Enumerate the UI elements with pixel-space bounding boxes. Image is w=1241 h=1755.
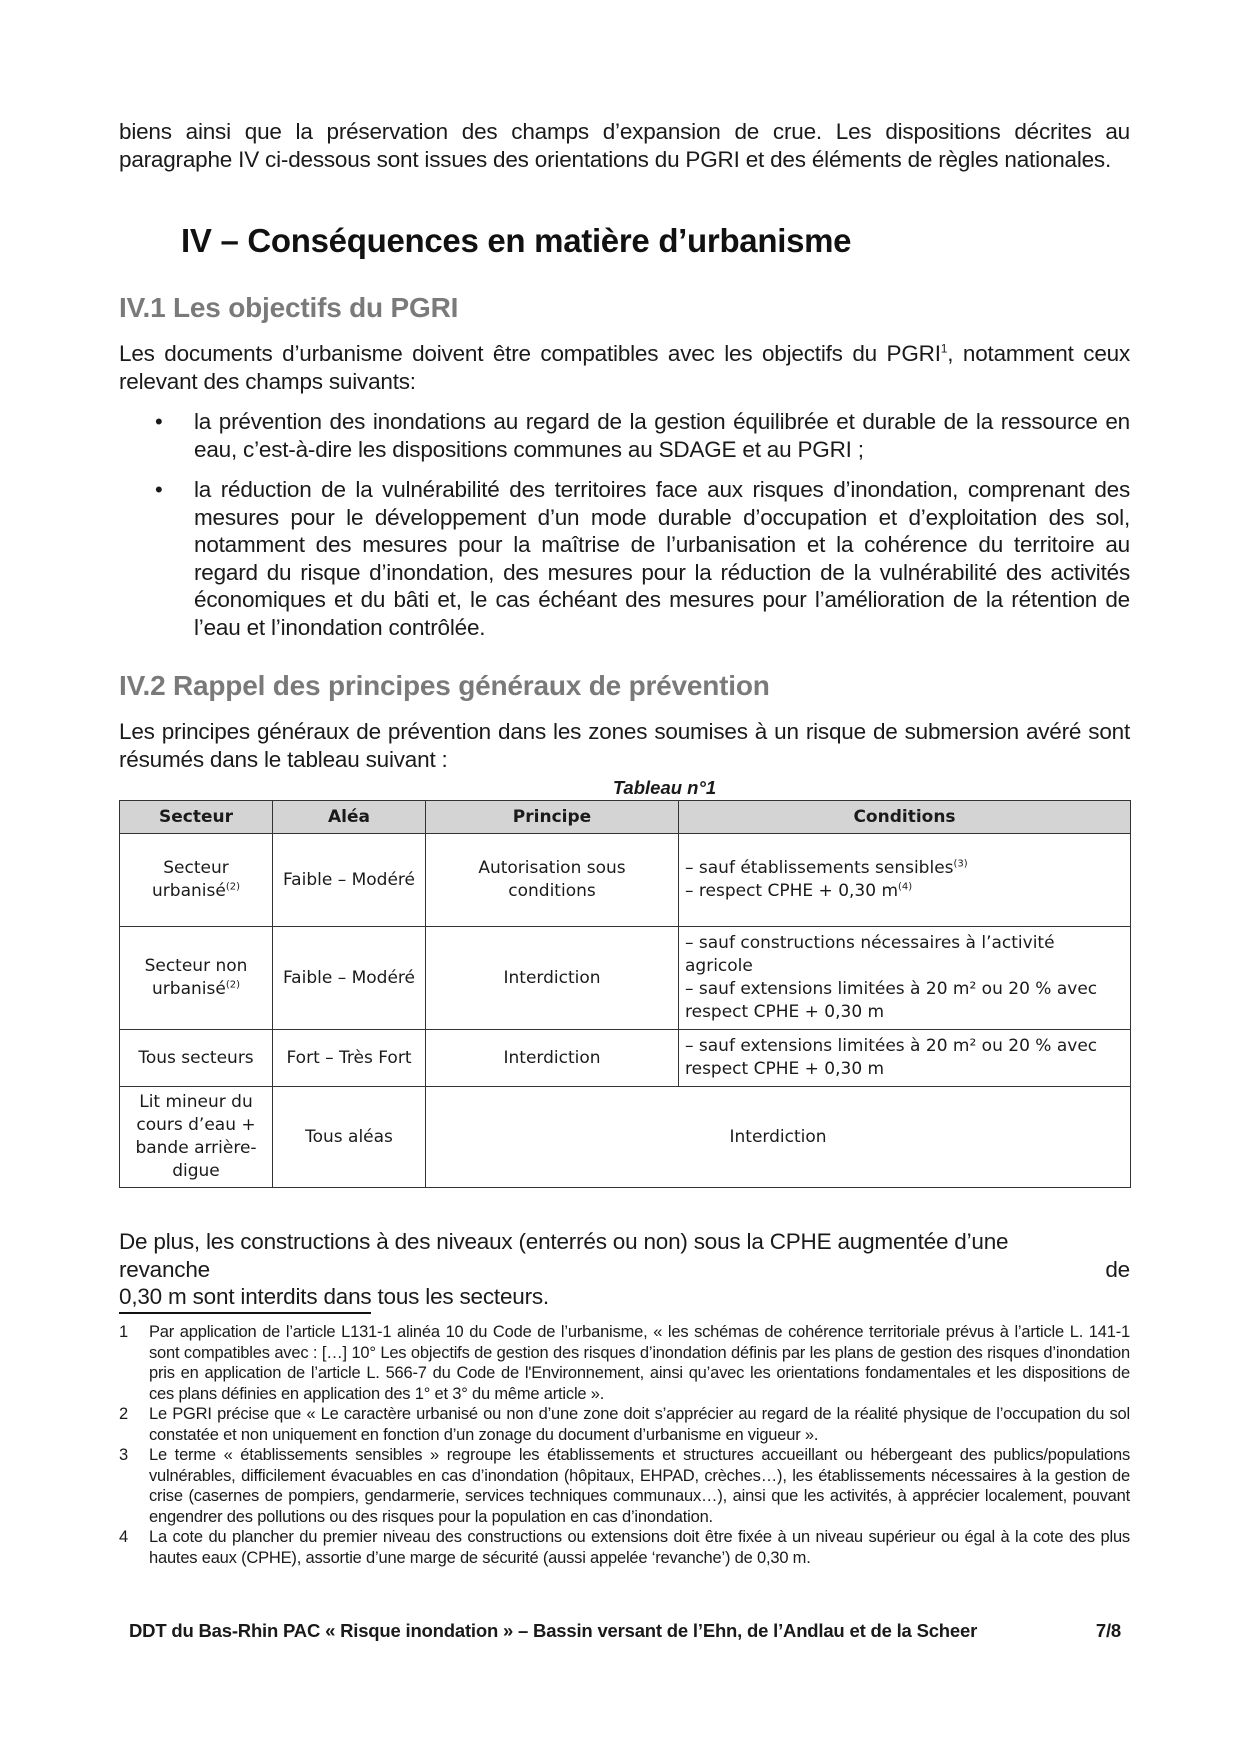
header-alea: Aléa [273, 801, 426, 834]
footer-title: DDT du Bas-Rhin PAC « Risque inondation » – Bassin versant de l’Ehn, de l’Andlau et de la Scheer [129, 1620, 978, 1641]
table-row [120, 1030, 1131, 1087]
footnote [119, 1404, 1130, 1445]
header-conditions: Conditions [679, 801, 1131, 834]
footnote-number: 4 [119, 1528, 128, 1546]
principles-table [119, 800, 1131, 1188]
list-item-text: la prévention des inondations au regard de la gestion équilibrée et durable de la ressource en eau, c’est-à-dire les dispositions communes au SDAGE et au PGRI ; [194, 409, 1130, 462]
footnote-number: 3 [119, 1446, 128, 1464]
list-item [119, 408, 1130, 463]
cell-alea: Faible – Modéré [273, 834, 426, 927]
table-header-row [120, 801, 1131, 834]
footnote [119, 1527, 1130, 1568]
intro-paragraph: biens ainsi que la préservation des champs d’expansion de crue. Les dispositions décrites au paragraphe IV ci-dessous sont issues des orientations du PGRI et des éléments de règles nationales. [119, 119, 1130, 172]
footnote [119, 1445, 1130, 1527]
bullet-icon: • [155, 409, 163, 434]
header-secteur: Secteur [120, 801, 273, 834]
footnote-ref-3[interactable]: (3) [953, 858, 968, 870]
objectifs-text: Les documents d’urbanisme doivent être compatibles avec les objectifs du PGRI [119, 341, 941, 366]
cell-conditions [679, 927, 1131, 1030]
header-principe: Principe [426, 801, 679, 834]
cell-principe: Interdiction [426, 1030, 679, 1087]
cell-alea: Faible – Modéré [273, 927, 426, 1030]
cell-secteur-text: Secteur non urbanisé [144, 956, 248, 999]
deplus-line-1: De plus, les constructions à des niveaux (enterrés ou non) sous la CPHE augmentée d’une [119, 1229, 1009, 1254]
page-footer [129, 1620, 1121, 1642]
condition-line: – sauf extensions limitées à 20 m² ou 20 % avec respect CPHE + 0,30 m [685, 1036, 1098, 1079]
footnotes-list [119, 1322, 1130, 1568]
condition-line: – sauf constructions nécessaires à l’activité agricole [685, 933, 1055, 976]
footnote-number: 1 [119, 1323, 128, 1341]
footnote-text: Par application de l’article L131-1 alinéa 10 du Code de l’urbanisme, « les schémas de cohérence territoriale prévus à l’article L. 141-1 sont compatibles avec : […] 10° Les objectifs de gestion des risques d’inondation définis par les plans de gestion des risques d’inondation pris en application de l’article L. 566-7 du Code de l'Environnement, ainsi qu’avec les orientations fondamentales et les dispositions de ces plans définies en application des 1° et 3° du même article ». [149, 1323, 1130, 1403]
cell-secteur: Tous secteurs [120, 1030, 273, 1087]
deplus-line-3: 0,30 m sont interdits dans tous les secteurs. [119, 1284, 549, 1309]
condition-text: – respect CPHE + 0,30 m [685, 881, 899, 901]
cell-principe-merged: Interdiction [426, 1087, 1131, 1188]
footnote-text: La cote du plancher du premier niveau des constructions ou extensions doit être fixée à un niveau supérieur ou égal à la cote des plus hautes eaux (CPHE), assortie d’une marge de sécurité (aussi appelée ‘revanche’) de 0,30 m. [149, 1528, 1130, 1567]
cell-secteur [120, 927, 273, 1030]
footnote [119, 1322, 1130, 1404]
cell-secteur-text: Secteur urbanisé [152, 858, 229, 901]
subsection-title-1: IV.1 Les objectifs du PGRI [119, 292, 459, 323]
page-number: 7/8 [1095, 1620, 1121, 1641]
deplus-line-2-left: revanche [119, 1256, 210, 1282]
deplus-line-2-right: de [1105, 1256, 1130, 1282]
footnote-ref-2[interactable]: (2) [225, 881, 240, 893]
list-item-text: la réduction de la vulnérabilité des territoires face aux risques d’inondation, comprenant des mesures pour le développement d’un mode durable d’occupation et d’exploitation des sol, notamment des mesures pour la maîtrise de l’urbanisation et la cohérence du territoire au regard du risque d’inondation, des mesures pour la réduction de la vulnérabilité des activités économiques et du bâti et, le cas échéant des mesures pour l’amélioration de la rétention de l’eau et l’inondation contrôlée. [194, 477, 1130, 640]
subsection-title-2: IV.2 Rappel des principes généraux de prévention [119, 670, 770, 701]
cell-conditions [679, 834, 1131, 927]
list-item [119, 476, 1130, 641]
condition-line [685, 880, 1124, 903]
principes-paragraph: Les principes généraux de prévention dans les zones soumises à un risque de submersion avéré sont résumés dans le tableau suivant : [119, 719, 1130, 772]
cell-secteur: Lit mineur du cours d’eau + bande arrière-digue [120, 1087, 273, 1188]
cell-secteur [120, 834, 273, 927]
cell-conditions [679, 1030, 1131, 1087]
table-row [120, 834, 1131, 927]
footnote-separator [119, 1312, 371, 1314]
cell-alea: Fort – Très Fort [273, 1030, 426, 1087]
section-title: IV – Conséquences en matière d’urbanisme [181, 222, 852, 259]
deplus-paragraph [119, 1228, 1130, 1311]
cell-principe: Interdiction [426, 927, 679, 1030]
table-row [120, 1087, 1131, 1188]
condition-line [685, 857, 1124, 880]
footnote-ref-2[interactable]: (2) [225, 979, 240, 991]
deplus-line-2 [119, 1256, 1130, 1284]
footnote-ref-1[interactable]: 1 [940, 341, 948, 356]
cell-principe: Autorisation sous conditions [426, 834, 679, 927]
cell-alea: Tous aléas [273, 1087, 426, 1188]
table-row [120, 927, 1131, 1030]
footnote-text: Le PGRI précise que « Le caractère urbanisé ou non d’une zone doit s’apprécier au regard de la réalité physique de l’occupation du sol constatée et non uniquement en fonction d’un zonage du document d’urbanisme en vigueur ». [149, 1405, 1130, 1444]
objectifs-paragraph [119, 340, 1130, 395]
condition-line: – sauf extensions limitées à 20 m² ou 20 % avec respect CPHE + 0,30 m [685, 979, 1098, 1022]
condition-text: – sauf établissements sensibles [685, 858, 954, 878]
objectifs-text-end: , notamment ceux relevant des champs suivants: [119, 341, 1131, 394]
footnote-number: 2 [119, 1405, 128, 1423]
objectifs-list [119, 408, 1130, 654]
footnote-text: Le terme « établissements sensibles » regroupe les établissements et structures accueillant ou hébergeant des publics/populations vulnérables, difficilement évacuables en cas d’inondation (hôpitaux, EHPAD, crèches…), les établissements nécessaires à la gestion de crise (casernes de pompiers, gendarmerie, services techniques communaux…), ainsi que les activités, à apprécier localement, pouvant engendrer des pollutions ou des risques pour la population en cas d’inondation. [149, 1446, 1130, 1526]
table-caption: Tableau n°1 [612, 777, 717, 798]
footnote-ref-4[interactable]: (4) [898, 881, 913, 893]
bullet-icon: • [155, 477, 163, 502]
